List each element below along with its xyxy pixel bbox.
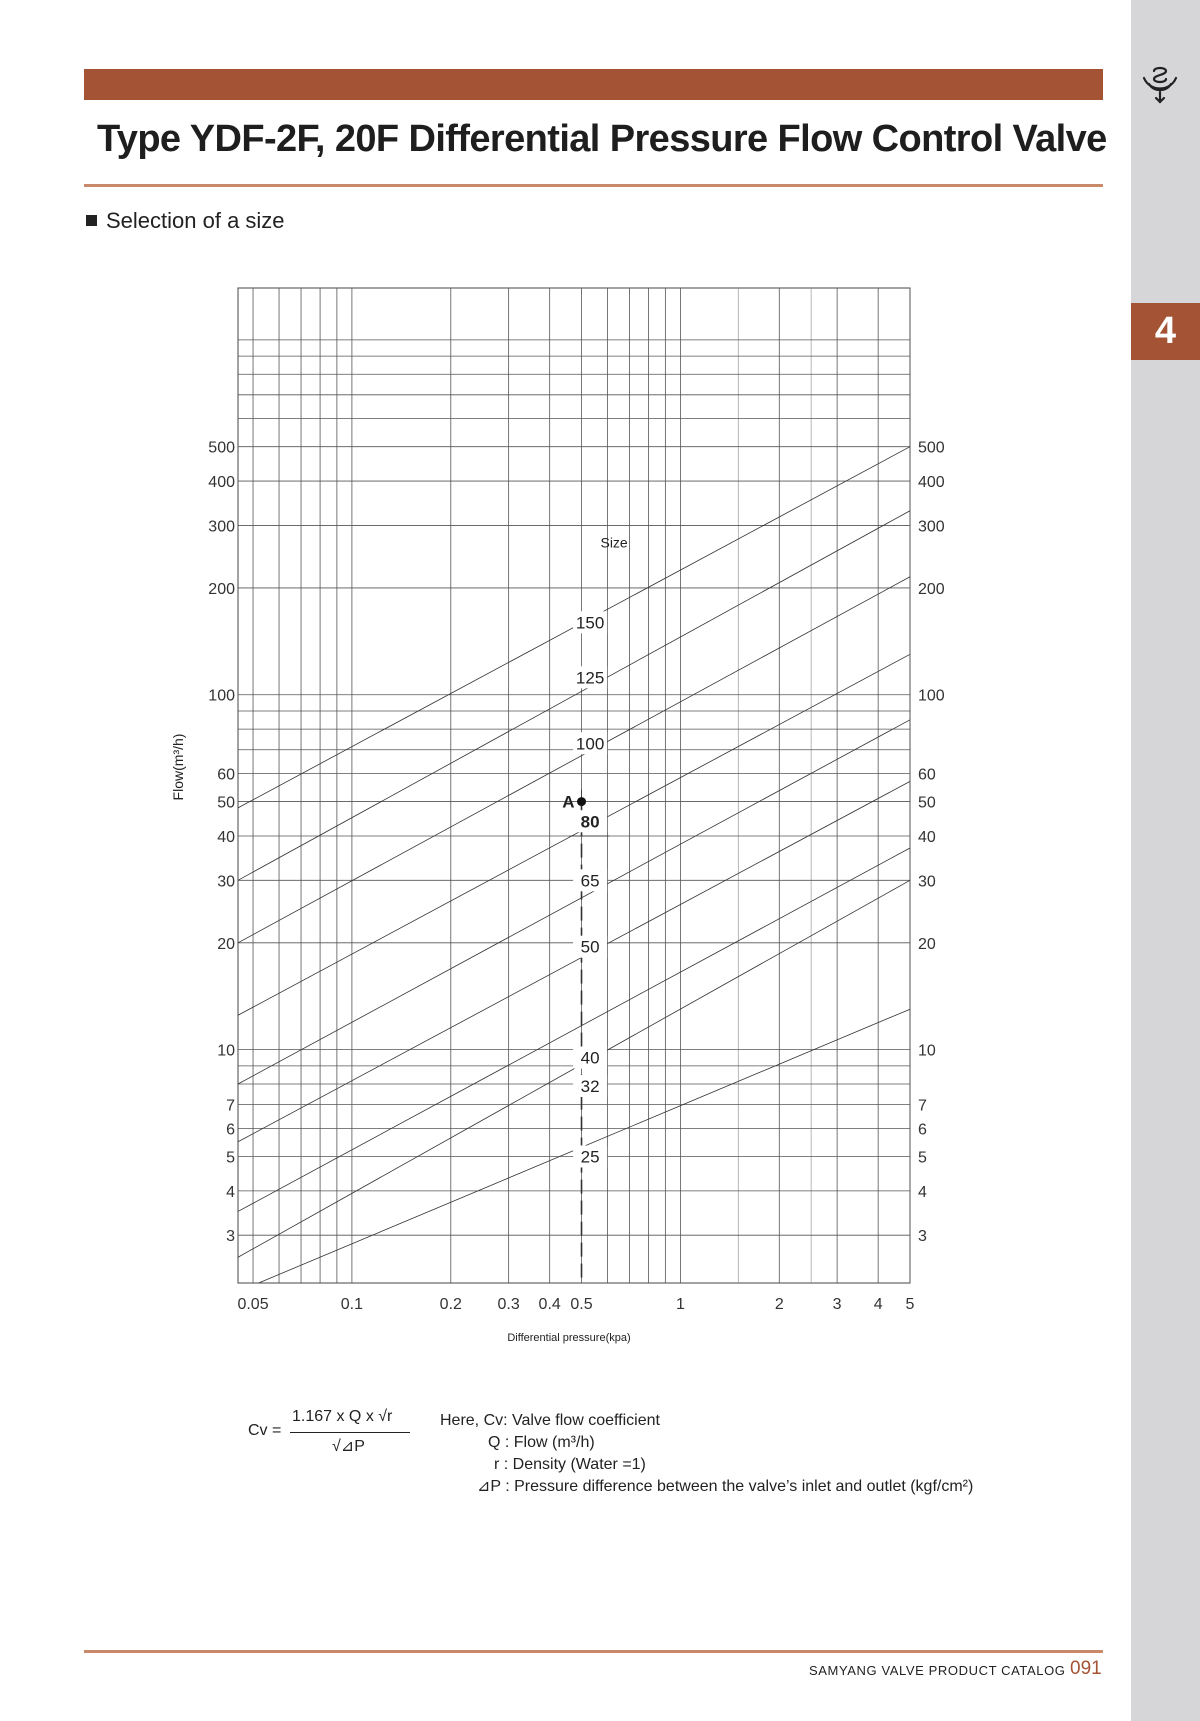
formula-numerator: 1.167 x Q x √r: [292, 1408, 393, 1425]
legend-q: Q : Flow (m³/h): [488, 1434, 595, 1451]
y-tick-label-right: 20: [918, 935, 936, 953]
size-title: Size: [600, 534, 628, 551]
x-tick-label: 0.3: [497, 1296, 520, 1313]
y-tick-label-left: 3: [226, 1228, 235, 1246]
size-label-150: 150: [575, 613, 605, 633]
fraction-line: [290, 1432, 410, 1433]
y-tick-label-right: 60: [918, 766, 936, 784]
y-tick-label-left: 100: [208, 687, 235, 705]
y-tick-label-left: 200: [208, 580, 235, 598]
cv-label: Cv =: [248, 1422, 282, 1439]
y-tick-label-left: 60: [217, 766, 235, 784]
y-tick-label-left: 40: [217, 828, 235, 846]
section-heading-text: Selection of a size: [106, 208, 285, 233]
size-label-50: 50: [580, 937, 600, 957]
y-tick-label-right: 3: [918, 1228, 927, 1246]
x-tick-label: 0.2: [439, 1296, 462, 1313]
y-tick-label-right: 100: [918, 687, 945, 705]
x-tick-label: 1: [675, 1296, 685, 1313]
y-tick-label-right: 5: [918, 1149, 927, 1167]
size-label-100: 100: [575, 734, 605, 754]
y-tick-label-left: 300: [208, 518, 235, 536]
x-tick-label: 5: [905, 1296, 915, 1313]
x-tick-label: 4: [873, 1296, 883, 1313]
y-tick-label-left: 4: [226, 1183, 235, 1201]
legend-dp: ⊿P : Pressure difference between the valve’s inlet and outlet (kgf/cm²): [477, 1478, 974, 1495]
page-title: Type YDF-2F, 20F Differential Pressure Flow Control Valve: [97, 118, 1107, 160]
y-tick-label-left: 20: [217, 935, 235, 953]
grid-layer: [238, 288, 910, 1283]
footer-rule: [84, 1650, 1103, 1653]
x-tick-label: 2: [774, 1296, 784, 1313]
y-tick-label-left: 7: [226, 1097, 235, 1115]
label-layer: [208, 440, 945, 1313]
x-tick-label: 0.05: [237, 1296, 269, 1313]
y-tick-label-left: 500: [208, 439, 235, 457]
y-tick-label-right: 50: [918, 794, 936, 812]
y-tick-label-left: 6: [226, 1121, 235, 1139]
size-label-65: 65: [580, 871, 600, 891]
y-tick-label-right: 500: [918, 439, 945, 457]
formula-denominator: √⊿P: [332, 1438, 365, 1455]
size-label-40: 40: [580, 1048, 600, 1068]
x-tick-label: 0.1: [340, 1296, 364, 1313]
y-tick-label-left: 10: [217, 1042, 235, 1060]
page-number: 091: [1070, 1658, 1102, 1679]
size-label-125: 125: [575, 668, 605, 688]
y-axis-title: Flow(m³/h): [170, 733, 186, 801]
size-label-32: 32: [580, 1076, 600, 1096]
y-tick-label-right: 200: [918, 580, 945, 598]
y-tick-label-right: 30: [918, 873, 936, 891]
y-tick-label-right: 10: [918, 1042, 936, 1060]
x-axis-title: Differential pressure(kpa): [507, 1332, 631, 1344]
y-tick-label-left: 400: [208, 474, 235, 492]
y-tick-label-right: 400: [918, 474, 945, 492]
point-a-label: A: [562, 792, 575, 812]
footer-catalog: SAMYANG VALVE PRODUCT CATALOG: [809, 1663, 1066, 1678]
point-a-marker: [577, 797, 586, 806]
size-label-25: 25: [580, 1147, 600, 1167]
x-tick-label: 0.5: [570, 1296, 593, 1313]
x-tick-label: 3: [832, 1296, 842, 1313]
y-tick-label-left: 5: [226, 1149, 235, 1167]
plot-frame: [238, 288, 910, 1283]
x-tick-label: 0.4: [538, 1296, 561, 1313]
size-line-80: [238, 654, 910, 1015]
y-tick-label-right: 6: [918, 1121, 927, 1139]
y-tick-label-right: 7: [918, 1097, 927, 1115]
y-tick-label-right: 4: [918, 1183, 927, 1201]
y-tick-label-right: 300: [918, 518, 945, 536]
size-label-80: 80: [580, 812, 600, 832]
chapter-tab[interactable]: 4: [1131, 303, 1200, 360]
legend-r: r : Density (Water =1): [494, 1456, 646, 1473]
y-tick-label-right: 40: [918, 828, 936, 846]
legend-cv: Here, Cv: Valve flow coefficient: [440, 1412, 660, 1429]
y-tick-label-left: 50: [217, 794, 235, 812]
y-tick-label-left: 30: [217, 873, 235, 891]
